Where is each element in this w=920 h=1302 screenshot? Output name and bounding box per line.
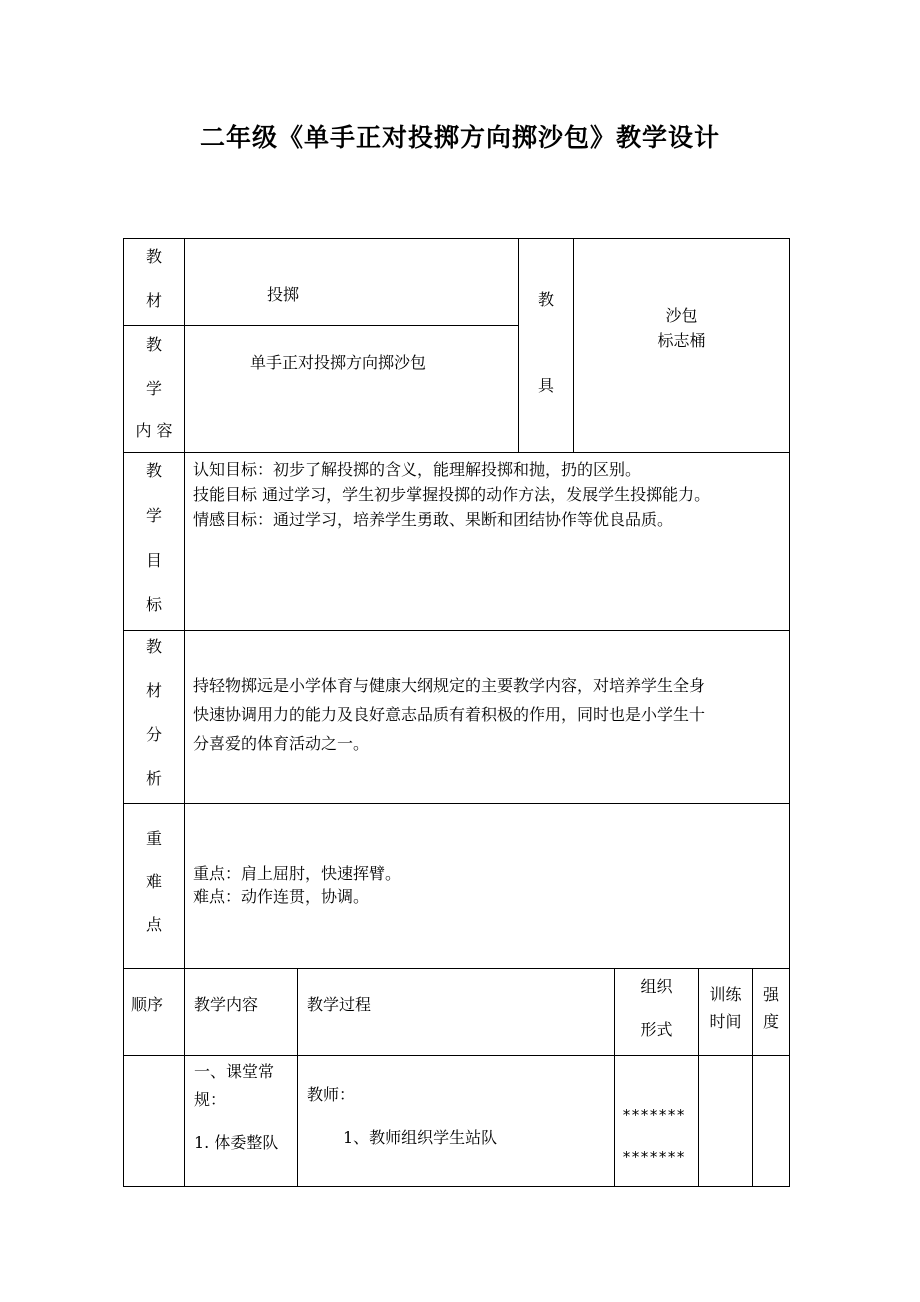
material-label: 教 材 — [145, 247, 162, 310]
analysis-label: 教 材 分 析 — [145, 637, 162, 788]
document-title: 二年级《单手正对投掷方向掷沙包》教学设计 — [199, 123, 720, 152]
column-header-process: 教学过程 — [307, 995, 372, 1014]
process-column-divider — [297, 968, 298, 1187]
row1-content-line-3: 1. 体委整队 — [194, 1133, 279, 1152]
column-header-intensity: 强 度 — [762, 985, 779, 1031]
keypoint-focus: 重点：肩上屈肘，快速挥臂。 — [193, 864, 402, 883]
row1-content-line-1: 一、课堂常 — [194, 1062, 275, 1081]
row1-content-line-2: 规： — [194, 1090, 227, 1109]
column-header-order: 顺序 — [131, 995, 164, 1014]
content-label: 教 学 内 容 — [135, 335, 173, 440]
column-header-time: 训练 时间 — [709, 985, 742, 1031]
tools-label: 教 具 — [537, 290, 554, 395]
table-bottom-border — [123, 1186, 790, 1187]
column-header-content: 教学内容 — [194, 995, 259, 1014]
row-divider-objectives — [123, 630, 790, 631]
row-divider-header — [123, 452, 790, 453]
objectives-label: 教 学 目 标 — [145, 461, 162, 614]
content-value: 单手正对投掷方向掷沙包 — [250, 353, 427, 372]
analysis-line-2: 快速协调用力的能力及良好意志品质有着积极的作用，同时也是小学生十 — [193, 705, 706, 724]
tools-values: 沙包 标志桶 — [657, 306, 706, 350]
material-value: 投掷 — [267, 285, 300, 304]
objective-affective: 情感目标：通过学习，培养学生勇敢、果断和团结协作等优良品质。 — [193, 510, 674, 529]
row-divider-columns — [123, 1055, 790, 1056]
objective-skill: 技能目标 通过学习，学生初步掌握投掷的动作方法，发展学生投掷能力。 — [193, 485, 711, 504]
column-header-organization: 组织 形式 — [640, 977, 673, 1039]
row1-formation-line-2: ******* — [622, 1148, 686, 1166]
row1-process-line-2: 1、教师组织学生站队 — [343, 1128, 498, 1147]
objective-cognitive: 认知目标：初步了解投掷的含义，能理解投掷和抛，扔的区别。 — [193, 460, 642, 479]
row1-process-line-1: 教师： — [307, 1085, 356, 1104]
row1-formation-line-1: ******* — [622, 1106, 686, 1124]
row-divider-analysis — [123, 803, 790, 804]
table-right-border — [789, 238, 790, 1187]
keypoint-difficulty: 难点：动作连贯，协调。 — [193, 887, 370, 906]
analysis-line-3: 分喜爱的体育活动之一。 — [193, 734, 370, 753]
analysis-line-1: 持轻物掷远是小学体育与健康大纲规定的主要教学内容，对培养学生全身 — [193, 676, 706, 695]
label-column-divider — [184, 238, 185, 1187]
keypoints-label: 重 难 点 — [145, 829, 162, 934]
